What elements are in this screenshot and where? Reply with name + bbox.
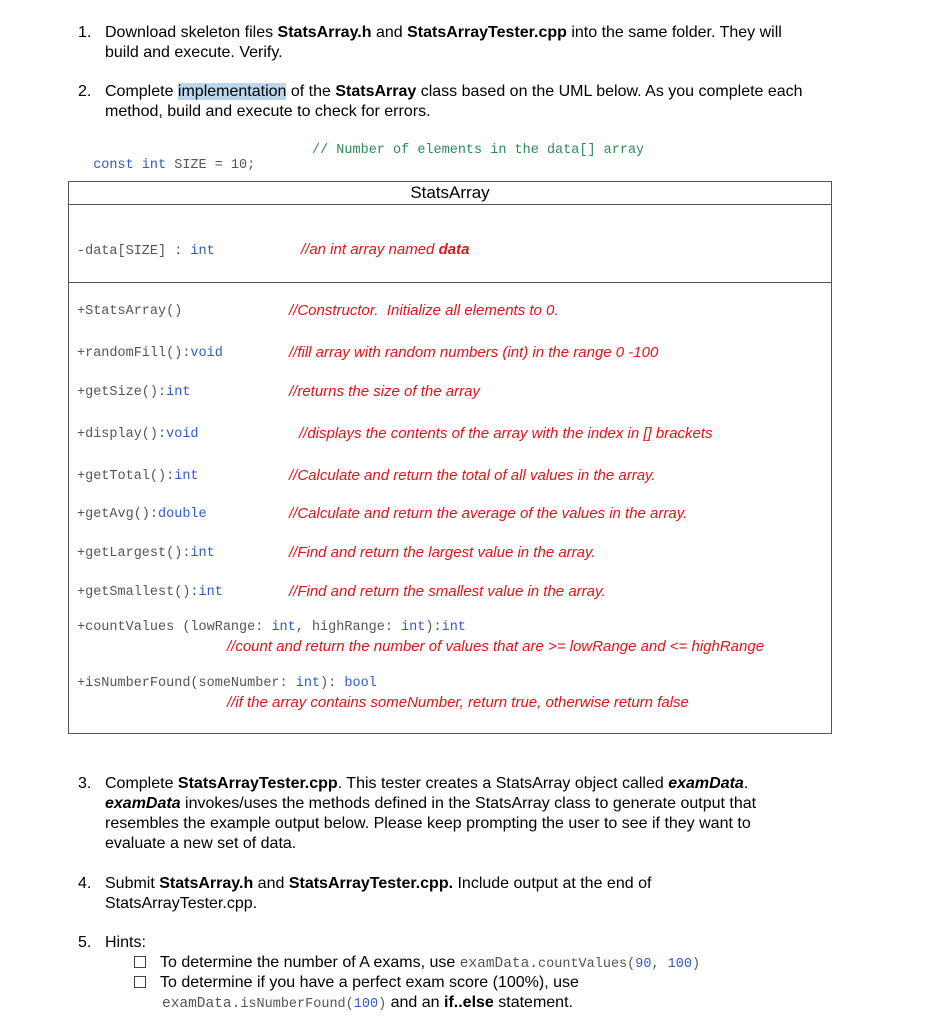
item-3-text: invokes/uses the methods defined in the StatsArray class to generate output that	[180, 795, 757, 812]
hint-text: statement.	[493, 994, 573, 1011]
uml-method	[77, 507, 207, 522]
item-4-text: and	[253, 875, 289, 892]
file-name: StatsArrayTester.cpp	[177, 775, 338, 792]
comment-text: //an int array named	[301, 241, 439, 258]
method-comment: //Calculate and return the average of the values in the array.	[289, 505, 688, 522]
hint-1	[134, 953, 894, 975]
comment-bold: data	[438, 241, 470, 258]
method-name: +getLargest():	[77, 546, 191, 561]
method-name: +countValues (lowRange:	[77, 620, 272, 635]
object-name: examData	[668, 775, 744, 792]
method-comment: //displays the contents of the array with the index in [] brackets	[299, 425, 713, 442]
method-name: +StatsArray()	[77, 304, 183, 319]
code-number: 100	[667, 957, 692, 972]
file-name: StatsArray.h	[159, 875, 254, 892]
uml-class-diagram	[68, 181, 832, 734]
file-name: StatsArray.h	[277, 24, 372, 41]
code-number: 90	[635, 957, 652, 972]
method-type: int	[166, 385, 191, 400]
method-name: +getTotal():	[77, 469, 175, 484]
uml-method-is-number-found	[77, 676, 377, 691]
uml-class-title: StatsArray	[69, 182, 831, 205]
param-type: int	[295, 676, 321, 691]
item-3-text: .	[743, 775, 749, 792]
method-comment: //Calculate and return the total of all values in the array.	[289, 467, 656, 484]
uml-method	[77, 385, 190, 400]
code-syntax: ,	[651, 957, 668, 972]
item-1-text: build and execute. Verify.	[105, 44, 283, 61]
code-number: 100	[353, 997, 379, 1012]
item-4-text: Submit	[105, 875, 160, 892]
uml-attribute	[77, 244, 215, 259]
method-comment: //Find and return the smallest value in the array.	[289, 583, 606, 600]
method-type: double	[158, 507, 207, 522]
code-object: examData.	[162, 996, 241, 1012]
item-1-number: 1.	[78, 24, 92, 41]
method-syntax: ):	[320, 676, 345, 691]
hints-label: Hints:	[105, 934, 146, 951]
attribute-comment	[301, 241, 469, 258]
item-2-text: method, build and execute to check for errors.	[105, 103, 431, 120]
uml-method	[77, 585, 223, 600]
item-5	[78, 933, 898, 953]
highlighted-word: implementation	[177, 83, 287, 100]
uml-method	[77, 304, 182, 319]
code-keyword: const int	[93, 158, 167, 173]
code-syntax: )	[378, 997, 387, 1012]
method-type: int	[174, 469, 199, 484]
item-1-text: and	[371, 24, 408, 41]
checkbox-icon	[134, 976, 146, 988]
method-name: +getAvg():	[77, 507, 159, 522]
method-name: +getSize():	[77, 385, 167, 400]
uml-method	[77, 427, 199, 442]
item-2-text: of the	[286, 83, 336, 100]
code-syntax: )	[691, 957, 701, 972]
item-2-text: Complete	[105, 83, 178, 100]
code-text: SIZE = 10;	[166, 158, 256, 173]
param-type: int	[271, 620, 296, 635]
attribute-type: int	[190, 244, 215, 259]
method-type: bool	[344, 676, 377, 691]
uml-divider	[69, 282, 831, 283]
item-3-text: resembles the example output below. Please keep prompting the user to see if they want to	[105, 815, 751, 832]
method-name: +randomFill():	[77, 346, 191, 361]
param-type: int	[401, 620, 426, 635]
hint-2	[134, 973, 894, 993]
method-type: int	[190, 546, 215, 561]
uml-method	[77, 346, 223, 361]
item-1-text: Download skeleton files	[105, 24, 278, 41]
method-comment: //returns the size of the array	[289, 383, 480, 400]
code-method: isNumberFound(	[240, 997, 354, 1012]
item-1	[78, 23, 878, 63]
item-3	[78, 774, 898, 854]
hint-text: To determine the number of A exams, use	[160, 954, 460, 971]
method-comment: //fill array with random numbers (int) in the range 0 -100	[289, 344, 659, 361]
object-name: examData	[105, 795, 181, 812]
item-4-text: StatsArrayTester.cpp.	[105, 895, 258, 912]
method-type: void	[166, 427, 199, 442]
attribute-name: -data[SIZE] :	[77, 244, 191, 259]
class-name: StatsArray	[335, 83, 417, 100]
hint-text: To determine if you have a perfect exam score (100%), use	[160, 974, 579, 991]
method-type: int	[441, 620, 466, 635]
item-2-text: class based on the UML below. As you complete each	[416, 83, 803, 100]
code-comment: // Number of elements in the data[] array	[312, 143, 645, 158]
method-type: void	[190, 346, 223, 361]
param-name: , highRange:	[295, 620, 402, 635]
uml-method	[77, 546, 215, 561]
hint-2-continued	[162, 993, 902, 1015]
checkbox-icon	[134, 956, 146, 968]
code-method: countValues(	[538, 957, 636, 972]
file-name: StatsArrayTester.cpp	[407, 24, 567, 41]
method-comment: //Find and return the largest value in the array.	[289, 544, 596, 561]
item-3-text: . This tester creates a StatsArray object called	[337, 775, 669, 792]
keyword-bold: if..else	[444, 994, 494, 1011]
item-4	[78, 874, 898, 914]
item-3-text: Complete	[105, 775, 178, 792]
uml-method	[77, 469, 199, 484]
method-syntax: ):	[425, 620, 442, 635]
method-type: int	[198, 585, 223, 600]
file-name: StatsArrayTester.cpp.	[288, 875, 454, 892]
item-2	[78, 82, 898, 122]
method-comment: //count and return the number of values that are >= lowRange and <= highRange	[227, 638, 765, 655]
uml-method-count-values	[77, 620, 466, 635]
item-1-text: into the same folder. They will	[566, 24, 782, 41]
item-3-number: 3.	[78, 775, 92, 792]
item-2-number: 2.	[78, 83, 92, 100]
method-comment: //Constructor. Initialize all elements to 0.	[289, 302, 559, 319]
method-name: +display():	[77, 427, 167, 442]
method-name: +getSmallest():	[77, 585, 199, 600]
code-object: examData.	[459, 956, 539, 972]
item-3-text: evaluate a new set of data.	[105, 835, 297, 852]
const-declaration	[77, 143, 255, 173]
method-comment: //if the array contains someNumber, return true, otherwise return false	[227, 694, 689, 711]
item-4-text: Include output at the end of	[453, 875, 652, 892]
method-name: +isNumberFound(someNumber:	[77, 676, 296, 691]
hint-text: and an	[386, 994, 444, 1011]
item-5-number: 5.	[78, 934, 92, 951]
item-4-number: 4.	[78, 875, 92, 892]
